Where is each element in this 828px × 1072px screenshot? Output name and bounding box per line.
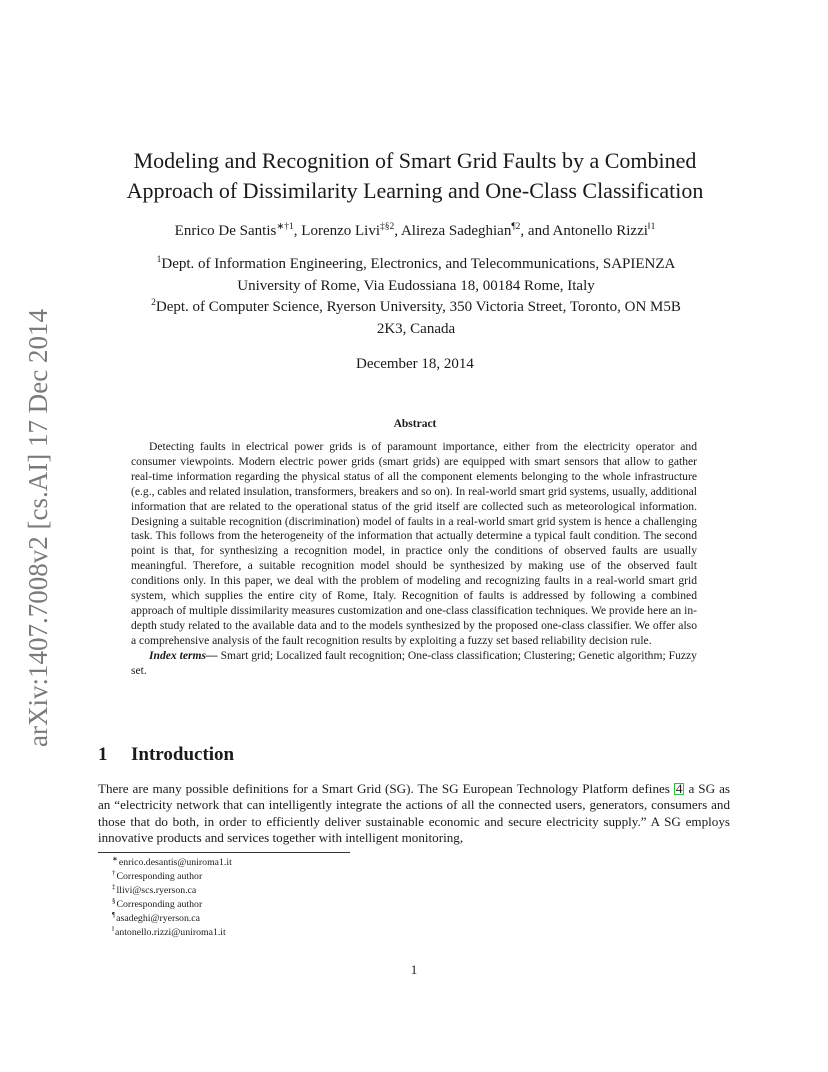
footnote-mark: ‖ <box>112 924 114 933</box>
paragraph-text: a SG as an “electricity network that can intelligently integrate the actions of all the connected users, generators, consumers and those that do both, in order to efficiently deliver sustainable economic and secure electricity supply.” A SG employs innovative products and services together with intelligent monitoring, <box>98 781 730 846</box>
affiliation-text: Dept. of Computer Science, Ryerson University, 350 Victoria Street, Toronto, ON M5B <box>155 299 681 316</box>
publication-date: December 18, 2014 <box>356 356 474 372</box>
affiliation-2-line-2: 2K3, Canada <box>376 321 456 338</box>
author-name: Alireza Sadeghian <box>400 223 512 239</box>
footnote-text: Corresponding author <box>116 870 203 882</box>
index-terms-label: Index terms— <box>149 648 218 662</box>
footnote <box>112 856 232 870</box>
paper-title <box>95 146 735 205</box>
citation-link[interactable]: 4 <box>675 781 683 796</box>
author-name: Antonello Rizzi <box>552 223 648 239</box>
index-terms <box>131 649 697 679</box>
footnote <box>112 912 232 926</box>
author-list <box>110 220 720 242</box>
index-terms-text: Smart grid; Localized fault recognition; One-class classification; Clustering; Genetic algorithm; Fuzzy set. <box>131 648 697 677</box>
footnote-text: Corresponding author <box>116 898 203 910</box>
author-separator: , and <box>520 223 553 239</box>
abstract-heading: Abstract <box>393 418 437 430</box>
footnote-text: llivi@scs.ryerson.ca <box>116 884 197 896</box>
affiliation-1-line-2: University of Rome, Via Eudossiana 18, 00184 Rome, Italy <box>237 277 595 294</box>
affiliation-2-line-1 <box>96 297 736 319</box>
footnotes <box>112 856 232 939</box>
footnote-mark: ‡ <box>112 882 116 891</box>
footnote-rule <box>98 852 350 853</box>
author-separator: , <box>293 223 302 239</box>
footnote-mark: ¶ <box>112 910 116 919</box>
title-line-2: Approach of Dissimilarity Learning and One-Class Classification <box>126 177 704 203</box>
footnote <box>112 884 232 898</box>
affiliations <box>96 254 736 341</box>
affiliation-mark: 2 <box>151 298 156 309</box>
footnote-mark: § <box>112 896 116 905</box>
footnote-mark: † <box>112 868 116 877</box>
affiliation-1-line-1 <box>96 254 736 276</box>
author-name: Lorenzo Livi <box>301 223 381 239</box>
section-heading <box>98 744 234 766</box>
footnote-mark: ∗ <box>112 855 118 863</box>
affiliation-mark: 1 <box>156 255 162 265</box>
footnote-text: antonello.rizzi@uniroma1.it <box>114 926 226 938</box>
abstract-block <box>131 440 697 679</box>
section-title: Introduction <box>131 744 235 765</box>
author-marks: ∗†1 <box>276 222 294 232</box>
abstract-text: Detecting faults in electrical power grids is of paramount importance, either from the electricity operator and consumer viewpoints. Modern electric power grids (smart grids) are equipped with smart sensors that allow to gather real-time information regarding the physical status of all the component elements belonging to the whole infrastructure (e.g., cables and related insulation, transformers, breakers and so on). In real-world smart grid systems, usually, additional information that are related to the operational status of the grid itself are collected such as meteorological information. Designing a suitable recognition (discrimination) model of faults in a real-world smart grid system is hence a challenging task. This follows from the heterogeneity of the information that actually determine a typical fault condition. The second point is that, for synthesizing a recognition model, in practice only the conditions of observed faults are usually meaningful. Therefore, a suitable recognition model should be synthesized by making use of the observed fault conditions only. In this paper, we deal with the problem of modeling and recognizing faults in a real-world smart grid system, which supplies the entire city of Rome, Italy. Recognition of faults is addressed by following a combined approach of multiple dissimilarity measures customization and one-class classification techniques. We provide here an in-depth study related to the available data and to the models synthesized by the proposed one-class classifier. We offer also a comprehensive analysis of the fault recognition results by exploiting a fuzzy set based reliability decision rule. <box>131 440 697 647</box>
paragraph-text: There are many possible definitions for a Smart Grid (SG). The SG European Technology Platform defines <box>98 781 670 796</box>
footnote-text: enrico.desantis@uniroma1.it <box>118 857 232 868</box>
introduction-paragraph <box>98 781 730 847</box>
author-marks: ¶2 <box>511 222 521 232</box>
title-line-1: Modeling and Recognition of Smart Grid Faults by a Combined <box>133 148 697 173</box>
footnote <box>112 898 232 912</box>
author-marks: ‡§2 <box>380 222 395 232</box>
footnote <box>112 926 232 940</box>
introduction-text <box>98 781 730 847</box>
author-marks: ‖1 <box>647 222 656 232</box>
affiliation-text: Dept. of Information Engineering, Electronics, and Telecommunications, SAPIENZA <box>161 256 676 272</box>
footnote-text: asadeghi@ryerson.ca <box>116 912 200 924</box>
arxiv-identifier-stamp: arXiv:1407.7008v2 [cs.AI] 17 Dec 2014 <box>23 309 53 747</box>
footnote <box>112 870 232 884</box>
page-number: 1 <box>410 962 418 977</box>
author-separator: , <box>394 223 401 239</box>
section-number: 1 <box>98 744 108 765</box>
author-name: Enrico De Santis <box>174 223 277 239</box>
